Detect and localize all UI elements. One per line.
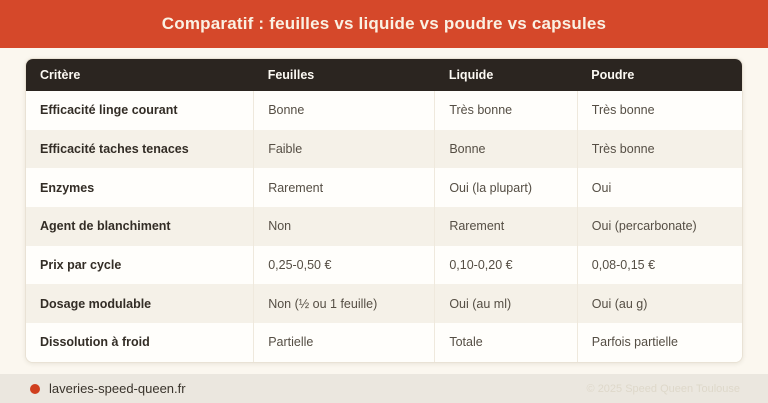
table-header-row (26, 59, 742, 91)
value-cell: Oui (au g) (577, 284, 742, 323)
row-label-cell: Dissolution à froid (26, 323, 254, 362)
value-cell: Oui (percarbonate) (577, 207, 742, 246)
comparison-table-card (25, 58, 743, 363)
value-cell: Très bonne (435, 91, 577, 130)
value-cell: Très bonne (577, 130, 742, 169)
value-cell: 0,25-0,50 € (254, 246, 435, 285)
row-label-cell: Dosage modulable (26, 284, 254, 323)
table-row (26, 246, 742, 285)
value-cell: Rarement (254, 168, 435, 207)
title-bar (0, 0, 768, 48)
table-row (26, 284, 742, 323)
column-header-poudre: Poudre (577, 59, 742, 91)
table-row (26, 323, 742, 362)
value-cell: Partielle (254, 323, 435, 362)
row-label-cell: Agent de blanchiment (26, 207, 254, 246)
value-cell: Non (254, 207, 435, 246)
value-cell: Faible (254, 130, 435, 169)
value-cell: Totale (435, 323, 577, 362)
value-cell: Très bonne (577, 91, 742, 130)
table-row (26, 168, 742, 207)
value-cell: Oui (au ml) (435, 284, 577, 323)
row-label-cell: Enzymes (26, 168, 254, 207)
value-cell: Rarement (435, 207, 577, 246)
column-header-critere: Critère (26, 59, 254, 91)
row-label-cell: Efficacité taches tenaces (26, 130, 254, 169)
row-label-cell: Efficacité linge courant (26, 91, 254, 130)
value-cell: Bonne (435, 130, 577, 169)
value-cell: Bonne (254, 91, 435, 130)
comparison-table (26, 59, 742, 362)
site-name: laveries-speed-queen.fr (49, 381, 186, 396)
copyright-text: © 2025 Speed Queen Toulouse (586, 382, 740, 395)
value-cell: 0,10-0,20 € (435, 246, 577, 285)
value-cell: Non (½ ou 1 feuille) (254, 284, 435, 323)
value-cell: Parfois partielle (577, 323, 742, 362)
table-row (26, 91, 742, 130)
brand-dot-icon (30, 384, 40, 394)
column-header-feuilles: Feuilles (254, 59, 435, 91)
value-cell: Oui (la plupart) (435, 168, 577, 207)
footer-bar (0, 374, 768, 403)
value-cell: Oui (577, 168, 742, 207)
row-label-cell: Prix par cycle (26, 246, 254, 285)
value-cell: 0,08-0,15 € (577, 246, 742, 285)
column-header-liquide: Liquide (435, 59, 577, 91)
table-row (26, 130, 742, 169)
page-title: Comparatif : feuilles vs liquide vs poudre vs capsules (161, 14, 607, 33)
table-row (26, 207, 742, 246)
